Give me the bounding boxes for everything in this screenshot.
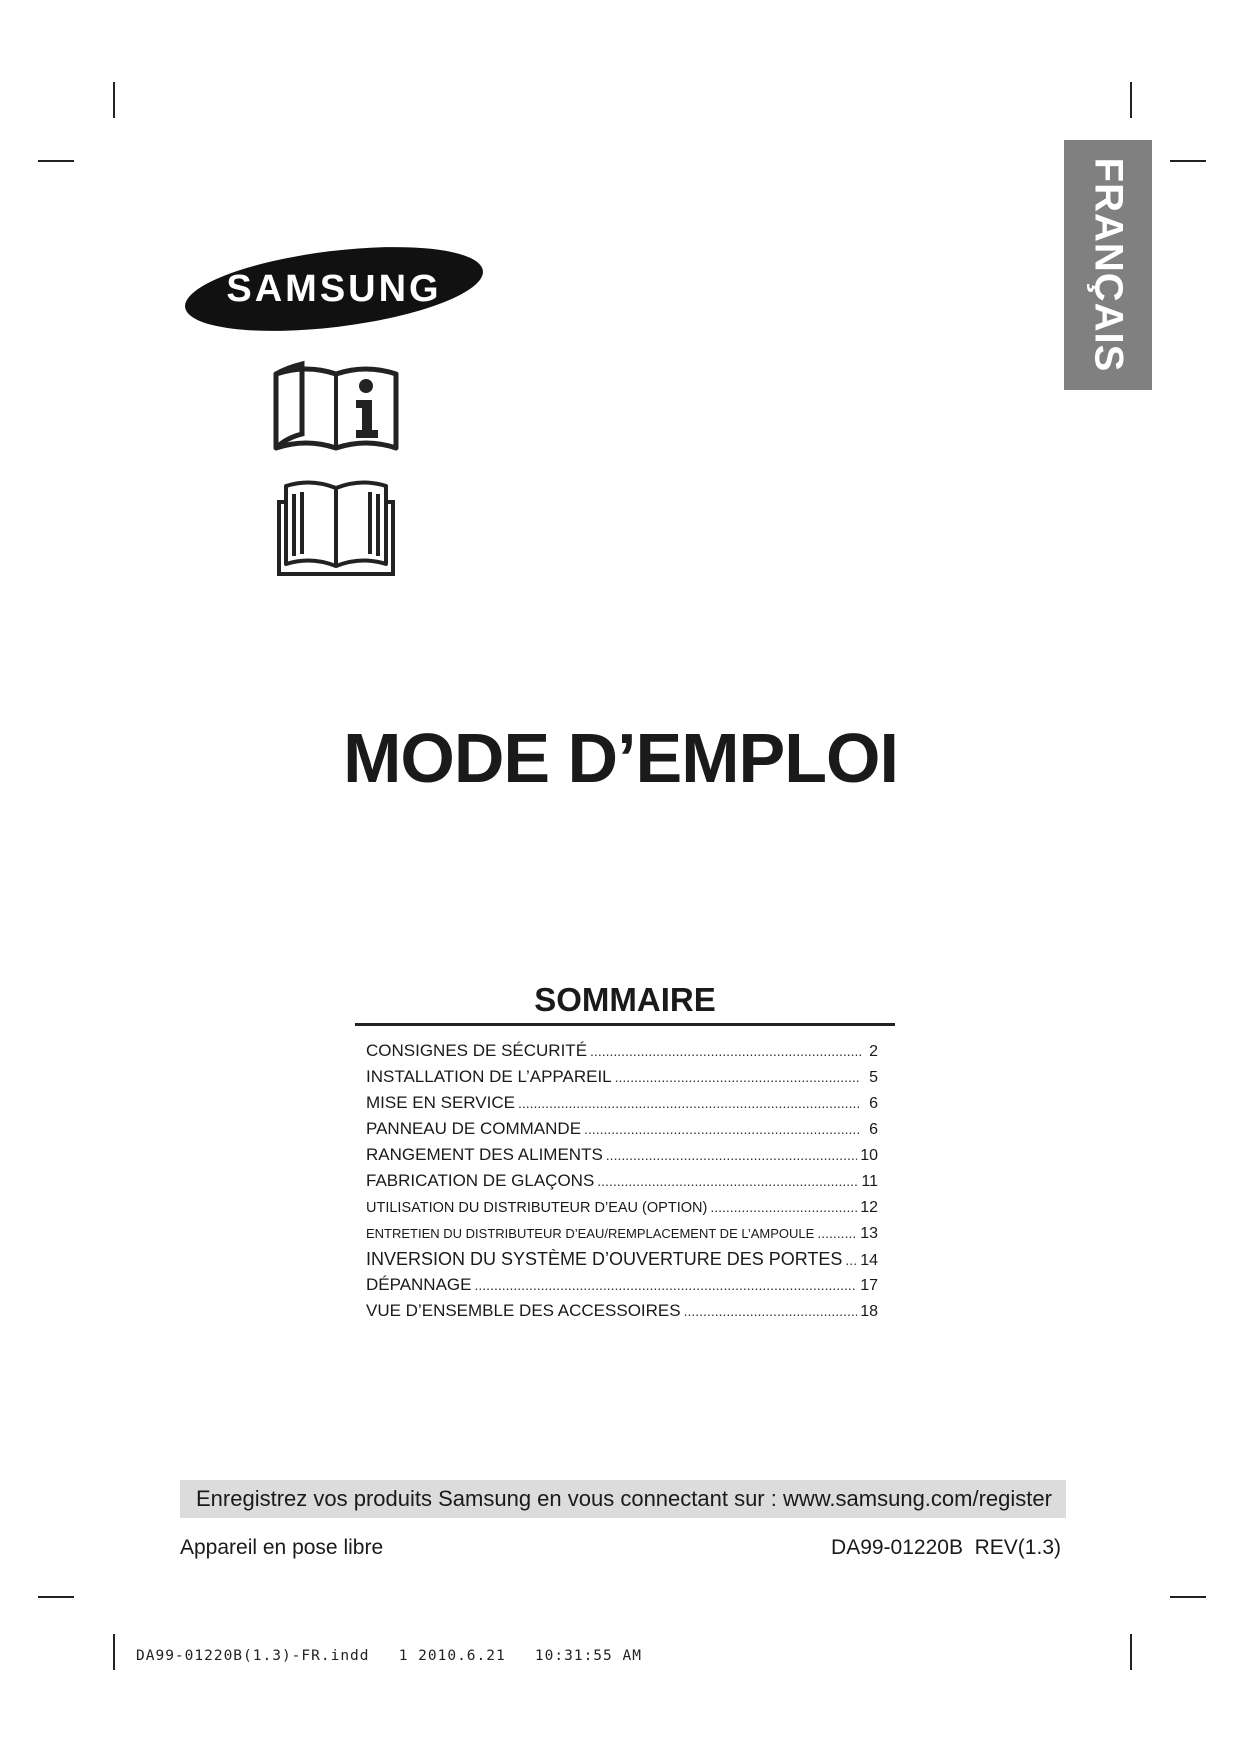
toc-leader (475, 1272, 858, 1298)
toc-divider (355, 1023, 895, 1026)
toc-item-page: 6 (869, 1095, 878, 1112)
toc-item (366, 1090, 878, 1116)
language-tab (1064, 140, 1152, 390)
toc-leader (817, 1220, 857, 1246)
toc-item-page: 6 (869, 1121, 878, 1138)
toc-item (366, 1246, 878, 1272)
toc-item-page: 18 (860, 1303, 878, 1320)
toc-leader (590, 1038, 861, 1064)
print-slug: DA99-01220B(1.3)-FR.indd 1 2010.6.21 10:31:55 AM (136, 1648, 642, 1664)
register-banner: Enregistrez vos produits Samsung en vous connectant sur : www.samsung.com/register (180, 1480, 1066, 1518)
toc-item-page: 10 (860, 1147, 878, 1164)
open-book-icon (276, 478, 396, 578)
footer-product-type: Appareil en pose libre (180, 1536, 384, 1559)
toc-leader (518, 1090, 861, 1116)
toc-item-label: DÉPANNAGE (366, 1275, 472, 1294)
toc-item (366, 1194, 878, 1220)
toc-item-label: MISE EN SERVICE (366, 1093, 515, 1112)
toc-item-label: FABRICATION DE GLAÇONS (366, 1171, 595, 1190)
toc-item-page: 13 (860, 1225, 878, 1242)
crop-mark (1130, 82, 1132, 118)
crop-mark (1170, 1596, 1206, 1598)
toc-leader (597, 1168, 858, 1194)
toc-heading: SOMMAIRE (534, 981, 716, 1018)
toc-leader (710, 1194, 857, 1220)
toc-item (366, 1038, 878, 1064)
toc-item-label: PANNEAU DE COMMANDE (366, 1119, 582, 1138)
brand-text: SAMSUNG (226, 268, 442, 310)
crop-mark (113, 82, 115, 118)
toc-item-label: INVERSION DU SYSTÈME D’OUVERTURE DES PORTES (366, 1249, 843, 1269)
language-label: FRANÇAIS (1086, 157, 1131, 373)
crop-mark (1170, 160, 1206, 162)
toc-item (366, 1298, 878, 1324)
crop-mark (38, 160, 74, 162)
toc-item-label: VUE D’ENSEMBLE DES ACCESSOIRES (366, 1301, 681, 1320)
toc-item (366, 1116, 878, 1142)
toc-item-label: UTILISATION DU DISTRIBUTEUR D’EAU (OPTION) (366, 1200, 708, 1216)
crop-mark (1130, 1634, 1132, 1670)
crop-mark (38, 1596, 74, 1598)
toc-leader (845, 1247, 857, 1273)
toc-item-page: 14 (860, 1252, 878, 1269)
footer-document-code: DA99-01220B REV(1.3) (831, 1536, 1061, 1559)
toc-item-label: ENTRETIEN DU DISTRIBUTEUR D’EAU/REMPLACEMENT DE L’AMPOULE (366, 1226, 815, 1241)
toc-item-label: RANGEMENT DES ALIMENTS (366, 1145, 603, 1164)
toc-item (366, 1142, 878, 1168)
toc-item (366, 1220, 878, 1246)
crop-mark (113, 1634, 115, 1670)
toc-item-label: INSTALLATION DE L’APPAREIL (366, 1067, 612, 1086)
toc-item (366, 1168, 878, 1194)
toc-item (366, 1272, 878, 1298)
toc-leader (615, 1064, 861, 1090)
page-title: MODE D’EMPLOI (343, 719, 898, 797)
toc-leader (684, 1298, 858, 1324)
info-book-icon (272, 360, 400, 452)
toc-item-page: 11 (861, 1173, 878, 1190)
toc-item-page: 17 (860, 1277, 878, 1294)
toc-list (366, 1038, 878, 1324)
samsung-logo (182, 245, 486, 333)
toc-leader (606, 1142, 857, 1168)
toc-item-page: 5 (869, 1069, 878, 1086)
toc-item-label: CONSIGNES DE SÉCURITÉ (366, 1041, 588, 1060)
toc-leader (584, 1116, 861, 1142)
toc-item-page: 12 (860, 1199, 878, 1216)
toc-item (366, 1064, 878, 1090)
toc-item-page: 2 (869, 1043, 878, 1060)
